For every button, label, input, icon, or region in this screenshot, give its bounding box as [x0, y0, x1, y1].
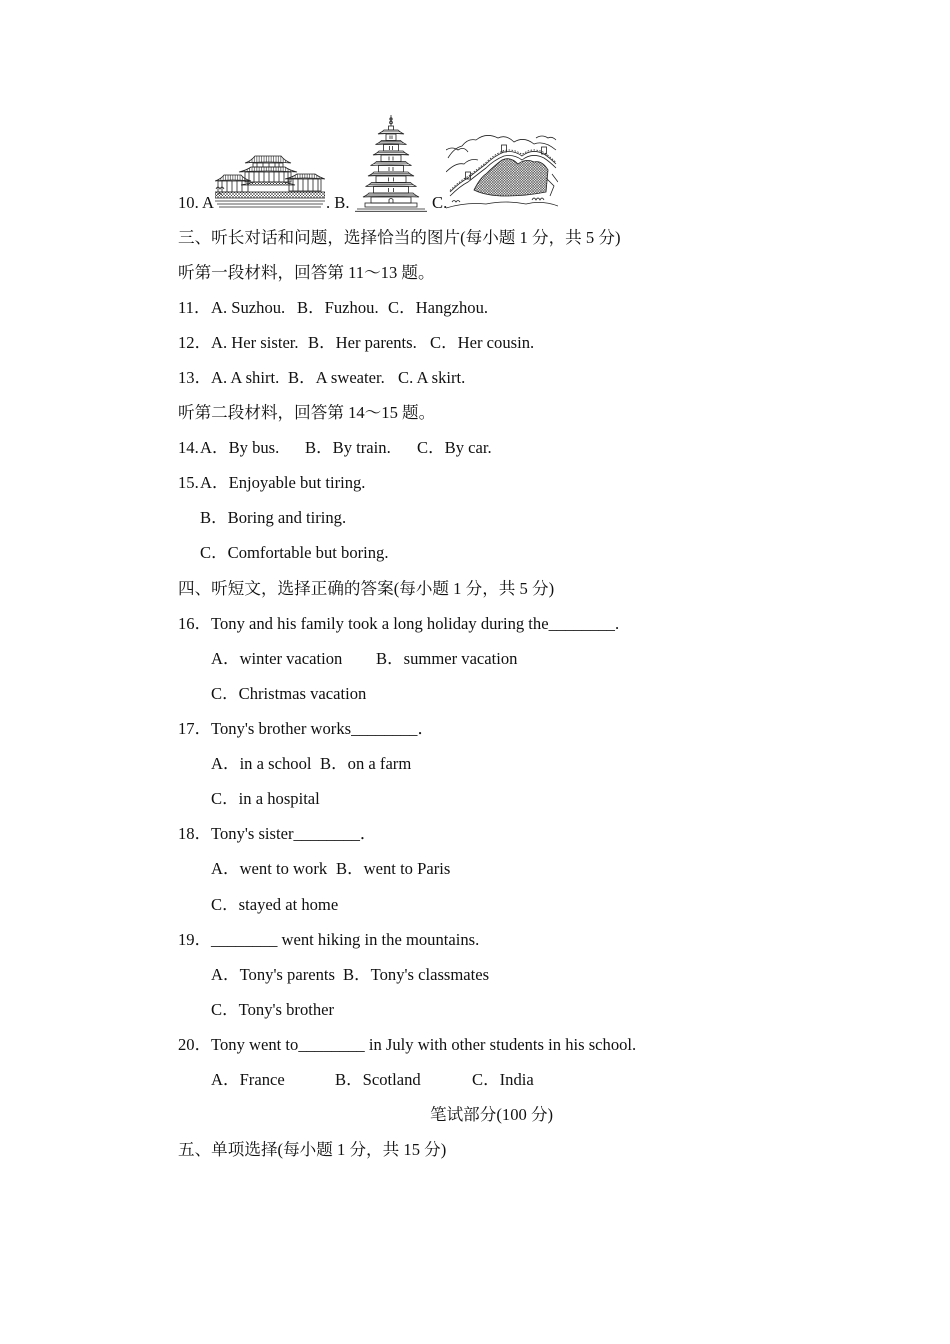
question-11 [0, 290, 950, 325]
option-c: C．Hangzhou. [388, 297, 489, 317]
question-19-options-ab [0, 957, 950, 992]
question-number: 16． [178, 613, 212, 633]
option-a: A．Enjoyable but tiring. [200, 473, 366, 493]
option-c: C．India [472, 1070, 534, 1090]
question-number: 17． [178, 719, 212, 739]
question-17-options-ab [0, 746, 950, 781]
option-a: A．France [211, 1070, 285, 1090]
question-stem: Tony went to________ in July with other students in his school. [211, 1035, 637, 1055]
option-a: A. A shirt. [211, 367, 280, 387]
option-a: A．went to work [211, 859, 328, 879]
question-stem: ________ went hiking in the mountains. [211, 929, 480, 949]
question-list [0, 220, 950, 1168]
question-stem: Tony and his family took a long holiday during the________. [211, 613, 620, 633]
passage2-line [0, 395, 950, 430]
question-16-options-ab [0, 641, 950, 676]
option-b: B．Boring and tiring. [200, 508, 347, 528]
option-c: C．Christmas vacation [211, 683, 367, 703]
question-17-option-c-line [0, 781, 950, 816]
picture-c-great-wall-mountains [446, 130, 558, 210]
option-c: C．Tony's brother [211, 999, 335, 1019]
question-17 [0, 711, 950, 746]
question-number: 19． [178, 929, 212, 949]
question-number: 11． [178, 297, 211, 317]
option-a: A. Suzhou. [211, 297, 286, 317]
question-18-option-c-line [0, 887, 950, 922]
option-b: B．Her parents. [308, 332, 417, 352]
passage1-instruction: 听第一段材料，回答第 11～13 题。 [178, 262, 435, 282]
option-c: C．Comfortable but boring. [200, 543, 389, 563]
part4-heading: 四、听短文，选择正确的答案(每小题 1 分，共 5 分) [178, 578, 555, 598]
question-13 [0, 360, 950, 395]
question-18 [0, 816, 950, 851]
question-number: 18． [178, 824, 212, 844]
question-number: 14. [178, 438, 199, 458]
written-section-title: 笔试部分(100 分) [430, 1105, 554, 1125]
question-15-option-c-line [0, 535, 950, 570]
option-b: B．A sweater. [288, 367, 385, 387]
picture-a-ancient-buildings [215, 155, 325, 208]
option-a: A．By bus. [200, 438, 280, 458]
question-20 [0, 1027, 950, 1062]
question-number: 12． [178, 332, 212, 352]
option-b: B．By train. [305, 438, 391, 458]
part5-heading-line [0, 1132, 950, 1167]
option-a: A．winter vacation [211, 648, 343, 668]
question-16 [0, 606, 950, 641]
question-19-option-c-line [0, 992, 950, 1027]
question-16-option-c-line [0, 676, 950, 711]
option-b: B．on a farm [320, 754, 412, 774]
question-19 [0, 922, 950, 957]
question-number: 20． [178, 1035, 212, 1055]
option-c: C．in a hospital [211, 789, 320, 809]
question-18-options-ab [0, 851, 950, 886]
option-c: C. A skirt. [398, 367, 466, 387]
question-number: 13． [178, 367, 212, 387]
question-10 [0, 110, 950, 220]
option-a: A．in a school [211, 754, 312, 774]
option-b: B．went to Paris [336, 859, 451, 879]
question-stem: Tony's sister________． [211, 824, 377, 844]
written-section-title-line [0, 1097, 950, 1132]
option-a: A. Her sister. [211, 332, 299, 352]
picture-b-pagoda [355, 115, 427, 212]
passage1-line [0, 255, 950, 290]
question-number: 15. [178, 473, 199, 493]
passage2-instruction: 听第二段材料，回答第 14～15 题。 [178, 403, 436, 423]
option-b: B．Tony's classmates [343, 964, 490, 984]
part3-heading: 三、听长对话和问题，选择恰当的图片(每小题 1 分，共 5 分) [178, 227, 621, 247]
option-a: A．Tony's parents [211, 964, 335, 984]
question-15-option-b-line [0, 500, 950, 535]
option-c: C．By car. [417, 438, 492, 458]
option-b: B．Fuzhou. [297, 297, 379, 317]
question-10-option-a-label: 10. A [178, 193, 214, 212]
option-b: B．summer vacation [376, 648, 518, 668]
part3-heading-line [0, 220, 950, 255]
question-12 [0, 325, 950, 360]
question-14 [0, 430, 950, 465]
question-10-option-c-label: C. [432, 193, 448, 212]
option-b: B．Scotland [335, 1070, 421, 1090]
question-stem: Tony's brother works________． [211, 719, 435, 739]
part5-heading: 五、单项选择(每小题 1 分，共 15 分) [178, 1140, 447, 1160]
option-c: C．stayed at home [211, 894, 339, 914]
question-10-option-b-label: . B. [326, 193, 350, 212]
question-20-options [0, 1062, 950, 1097]
question-15 [0, 465, 950, 500]
part4-heading-line [0, 571, 950, 606]
option-c: C．Her cousin. [430, 332, 535, 352]
